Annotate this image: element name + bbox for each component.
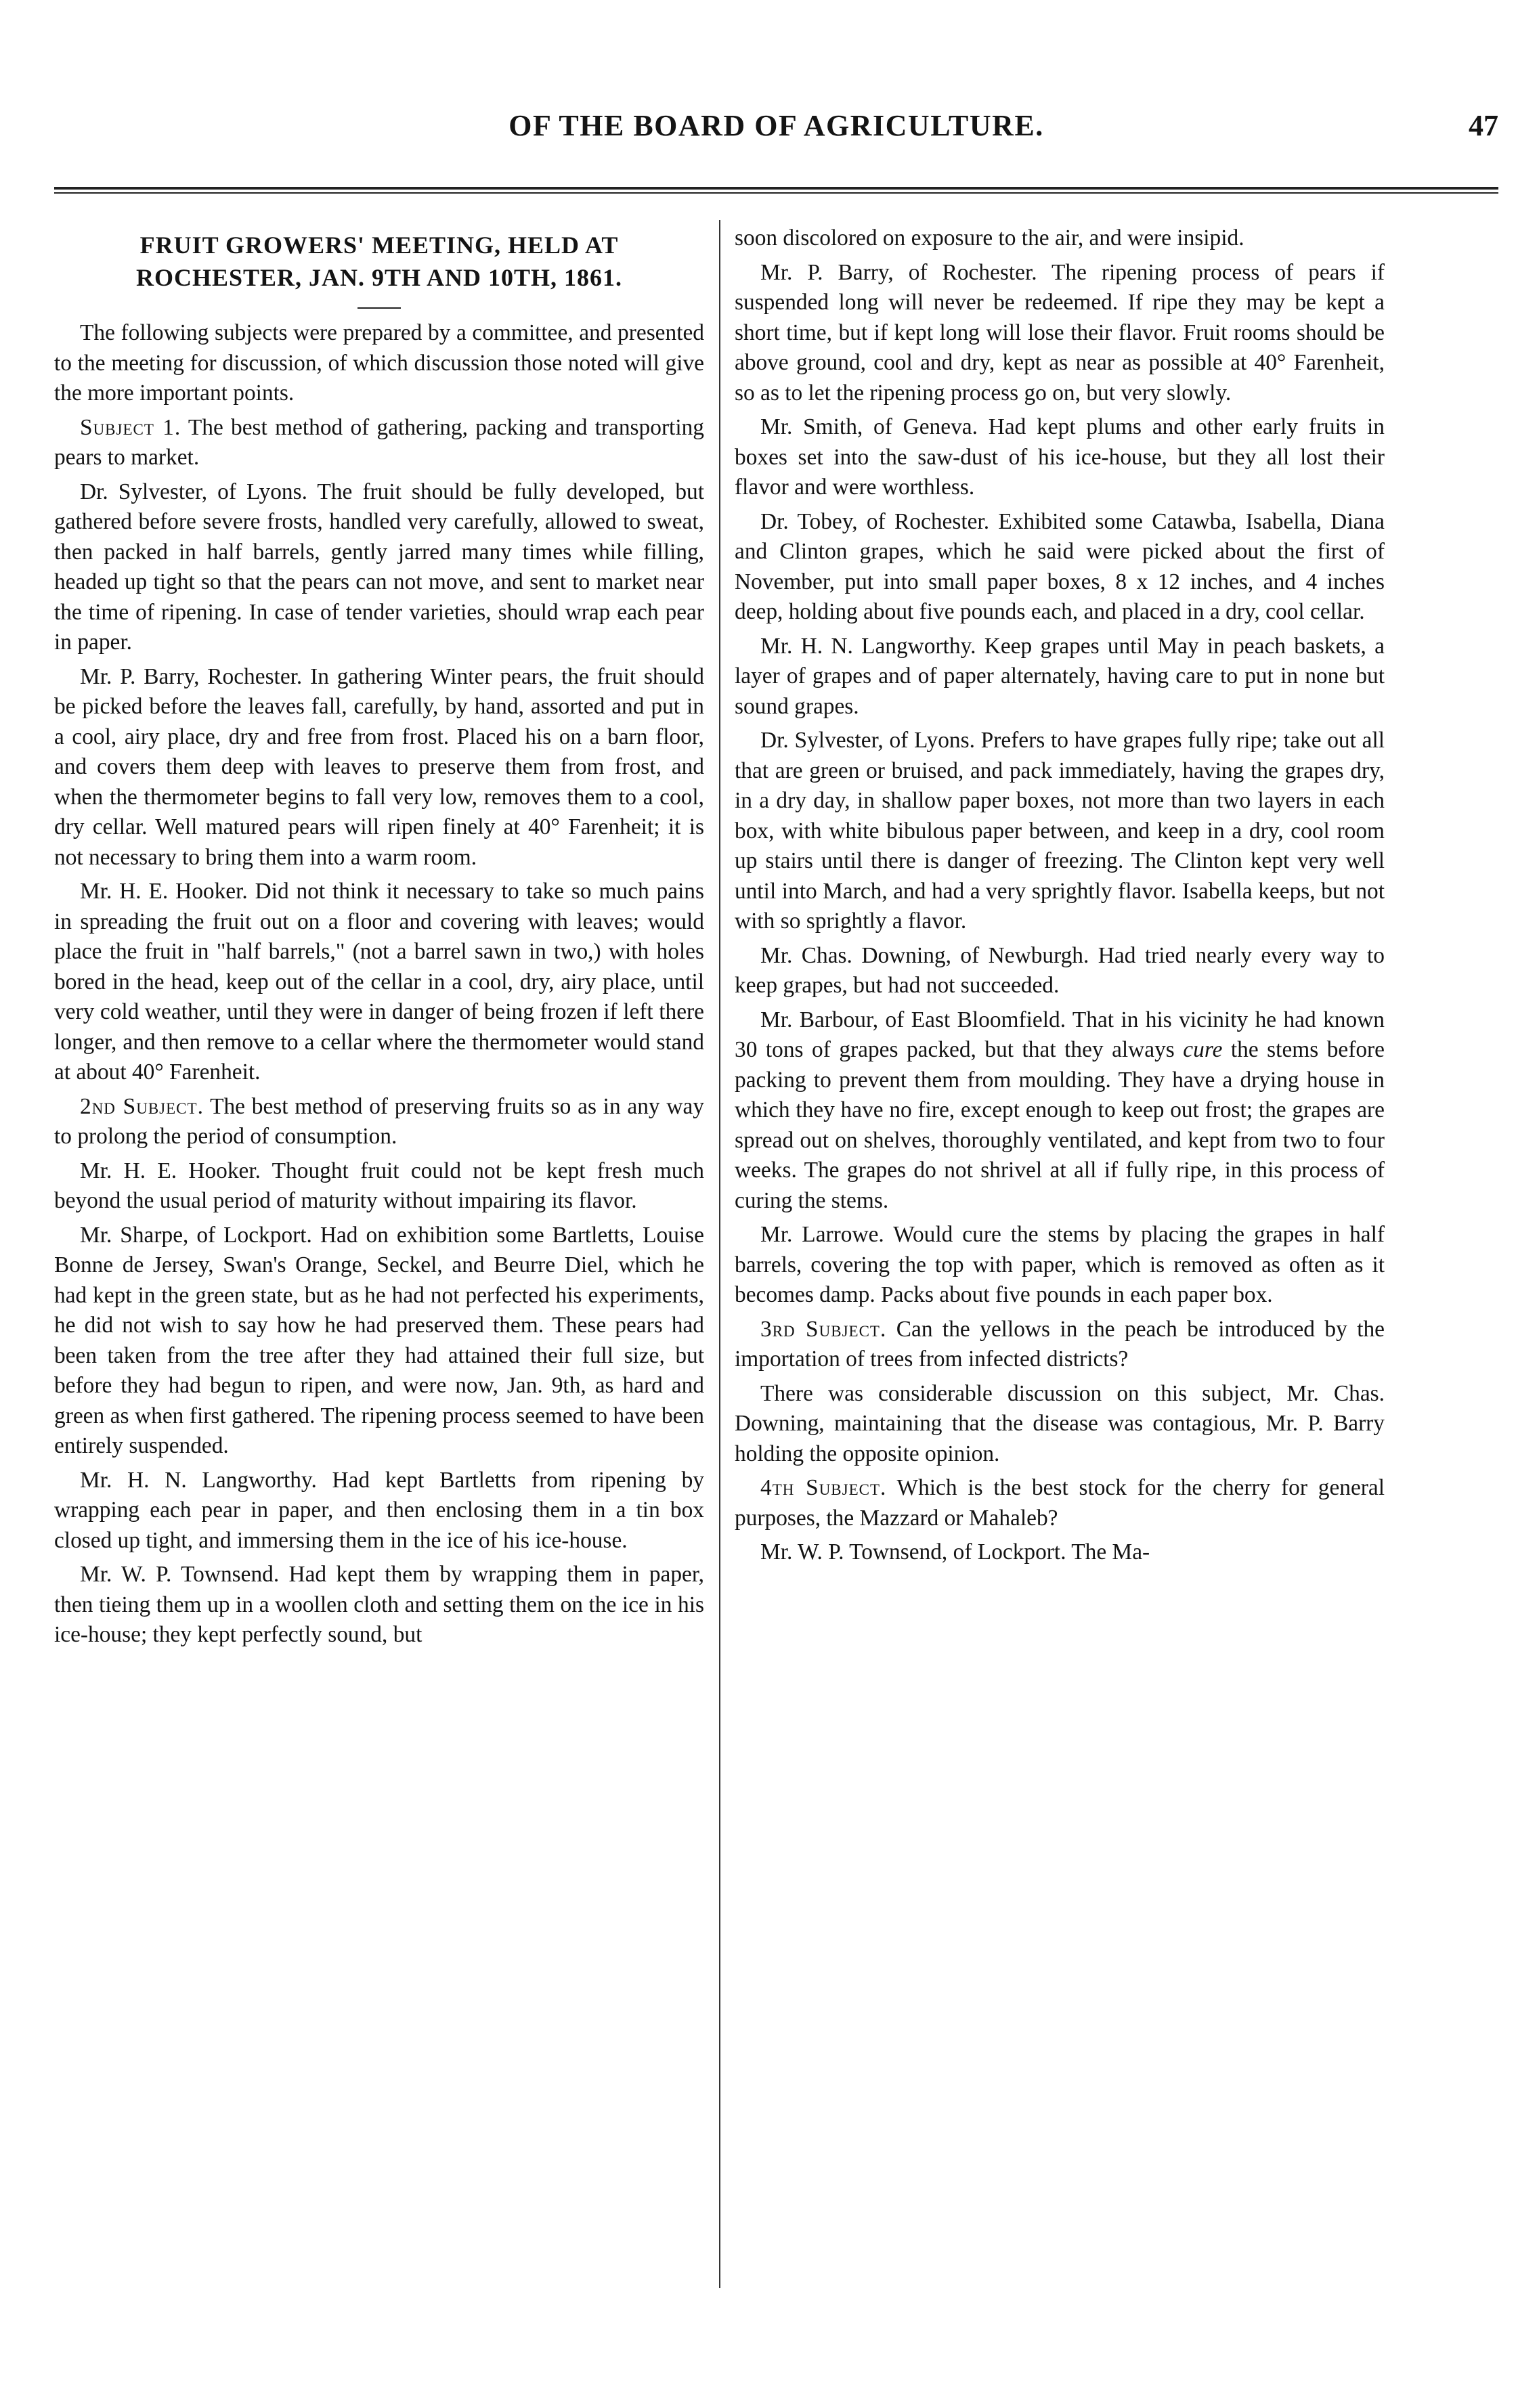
intro-paragraph: The following subjects were prepared by a committee, and presented to the meeting for discussion, of which discussion those noted will give the more important points. bbox=[54, 320, 704, 406]
barbour-text-b: the stems before packing to prevent them from moulding. They have a drying house in which they have no fire, except enough to keep out frost; the grapes are spread out on shelves, thoroughly ventilated, and kept from two to four weeks. The grapes do not shrivel at all if fully ripe, in this process of curing the stems. bbox=[735, 1037, 1385, 1213]
header-rule bbox=[54, 187, 1498, 194]
subject-4-text: Which is the best stock for the cherry for general purposes, the Mazzard or Mahaleb? bbox=[735, 1475, 1385, 1531]
paragraph-langworthy-2: Mr. H. N. Langworthy. Keep grapes until May in peach baskets, a layer of grapes and of paper alternately, having care to put in none but sound grapes. bbox=[735, 633, 1385, 719]
subject-4-paragraph bbox=[735, 1473, 1385, 1533]
subject-1-label: Subject 1. bbox=[80, 414, 181, 440]
barbour-emphasis: cure bbox=[1183, 1037, 1223, 1062]
subject-3-paragraph bbox=[735, 1315, 1385, 1375]
paragraph-langworthy-1: Mr. H. N. Langworthy. Had kept Bartletts from ripening by wrapping each pear in paper, and then enclosing them in a tin box closed up tight, and immersing them in the ice of his ice-house. bbox=[54, 1467, 704, 1553]
subject-1-text: The best method of gathering, packing and transporting pears to market. bbox=[54, 414, 704, 470]
paragraph-sylvester: Dr. Sylvester, of Lyons. The fruit should be fully developed, but gathered before severe frosts, handled very carefully, allowed to sweat, then packed in half barrels, gently jarred many times while filling, headed up tight so that the pears can not move, and sent to market near the time of ripening. In case of tender varieties, should wrap each pear in paper. bbox=[54, 479, 704, 655]
article-title bbox=[54, 229, 704, 294]
paragraph-larrowe: Mr. Larrowe. Would cure the stems by placing the grapes in half barrels, covering the top with paper, which is removed as often as it becomes damp. Packs about five pounds in each paper box. bbox=[735, 1222, 1385, 1307]
title-rule bbox=[357, 307, 401, 309]
paragraph-sylvester-2: Dr. Sylvester, of Lyons. Prefers to have grapes fully ripe; take out all that are green or bruised, and pack immediately, having the grapes dry, in a dry day, in shallow paper boxes, not more than two layers in each box, with white bibulous paper between, and keep in a dry, cool room up stairs until there is danger of freezing. The Clinton kept very well until into March, and had a very sprightly flavor. Isabella keeps, but not with so sprightly a flavor. bbox=[735, 728, 1385, 934]
subject-1-paragraph bbox=[54, 413, 704, 473]
paragraph-downing: Mr. Chas. Downing, of Newburgh. Had tried nearly every way to keep grapes, but had not succeeded. bbox=[735, 942, 1385, 998]
column-divider bbox=[719, 220, 720, 2288]
paragraph-townsend-2: Mr. W. P. Townsend, of Lockport. The Ma- bbox=[760, 1539, 1150, 1564]
paragraph-tobey: Dr. Tobey, of Rochester. Exhibited some Catawba, Isabella, Diana and Clinton grapes, which he said were picked about the first of November, put into small paper boxes, 8 x 12 inches, and 4 inches deep, holding about five pounds each, and placed in a dry, cool cellar. bbox=[735, 508, 1385, 624]
subject-3-label: 3rd Subject. bbox=[760, 1316, 887, 1342]
page-number: 47 bbox=[1469, 109, 1498, 142]
paragraph-barry: Mr. P. Barry, Rochester. In gathering Winter pears, the fruit should be picked before the leaves fall, carefully, by hand, assorted and put in a cool, airy place, dry and free from frost. Placed his on a barn floor, and covers them deep with leaves to preserve them from frost, and when the thermometer begins to fall very low, removes them to a cool, dry cellar. Well matured pears will ripen finely at 40° Farenheit; it is not necessary to bring them into a warm room. bbox=[54, 663, 704, 870]
paragraph-continuation: soon discolored on exposure to the air, and were insipid. bbox=[735, 225, 1244, 250]
left-column bbox=[54, 223, 704, 2295]
paragraph-barbour bbox=[735, 1005, 1385, 1217]
paragraph-sharpe: Mr. Sharpe, of Lockport. Had on exhibition some Bartletts, Louise Bonne de Jersey, Swan's Orange, Seckel, and Beurre Diel, which he had kept in the green state, but as he had not perfected his experiments, he did not wish to say how he had preserved them. These pears had been taken from the tree after they had attained their full size, but before they had begun to ripen, and were now, Jan. 9th, as hard and green as when first gathered. The ripening process seemed to have been entirely suspended. bbox=[54, 1222, 704, 1458]
paragraph-barry-2: Mr. P. Barry, of Rochester. The ripening process of pears if suspended long will never be redeemed. If ripe they may be kept a short time, but if kept long will lose their flavor. Fruit rooms should be above ground, cool and dry, kept as near as possible at 40° Farenheit, so as to let the ripening process go on, but very slowly. bbox=[735, 259, 1385, 406]
right-column bbox=[735, 223, 1385, 2295]
paragraph-townsend-1: Mr. W. P. Townsend. Had kept them by wrapping them in paper, then tieing them up in a woollen cloth and setting them on the ice in his ice-house; they kept perfectly sound, but bbox=[54, 1562, 704, 1647]
paragraph-hooker-1: Mr. H. E. Hooker. Did not think it necessary to take so much pains in spreading the fruit out on a floor and covering with leaves; would place the fruit in "half barrels," (not a barrel sawn in two,) with holes bored in the head, keep out of the cellar in a cool, dry, airy place, until very cold weather, until they were in danger of being frozen if left there longer, and then remove to a cellar where the thermometer would stand at about 40° Farenheit. bbox=[54, 879, 704, 1085]
running-head bbox=[54, 108, 1498, 169]
subject-3-text: Can the yellows in the peach be introduced by the importation of trees from infected districts? bbox=[735, 1316, 1385, 1372]
subject-4-label: 4th Subject. bbox=[760, 1475, 887, 1500]
article-title-line-2: ROCHESTER, JAN. 9TH AND 10TH, 1861. bbox=[135, 264, 623, 291]
subject-2-paragraph bbox=[54, 1092, 704, 1152]
article-title-line-1: FRUIT GROWERS' MEETING, HELD AT bbox=[139, 232, 619, 259]
paragraph-hooker-2: Mr. H. E. Hooker. Thought fruit could not be kept fresh much beyond the usual period of maturity without impairing its flavor. bbox=[54, 1158, 704, 1213]
paragraph-discussion: There was considerable discussion on this subject, Mr. Chas. Downing, maintaining that the disease was contagious, Mr. P. Barry holding the opposite opinion. bbox=[735, 1380, 1385, 1466]
barbour-text-a: Mr. Barbour, of East Bloomfield. That in his vicinity he had known 30 tons of grapes packed, but that they always bbox=[735, 1007, 1385, 1062]
subject-2-text: The best method of preserving fruits so as in any way to prolong the period of consumption. bbox=[54, 1093, 704, 1149]
running-head-title: OF THE BOARD OF AGRICULTURE. bbox=[508, 109, 1044, 142]
subject-2-label: 2nd Subject. bbox=[80, 1093, 204, 1119]
paragraph-smith: Mr. Smith, of Geneva. Had kept plums and other early fruits in boxes set into the saw-dust of his ice-house, but they all lost their flavor and were worthless. bbox=[735, 414, 1385, 500]
